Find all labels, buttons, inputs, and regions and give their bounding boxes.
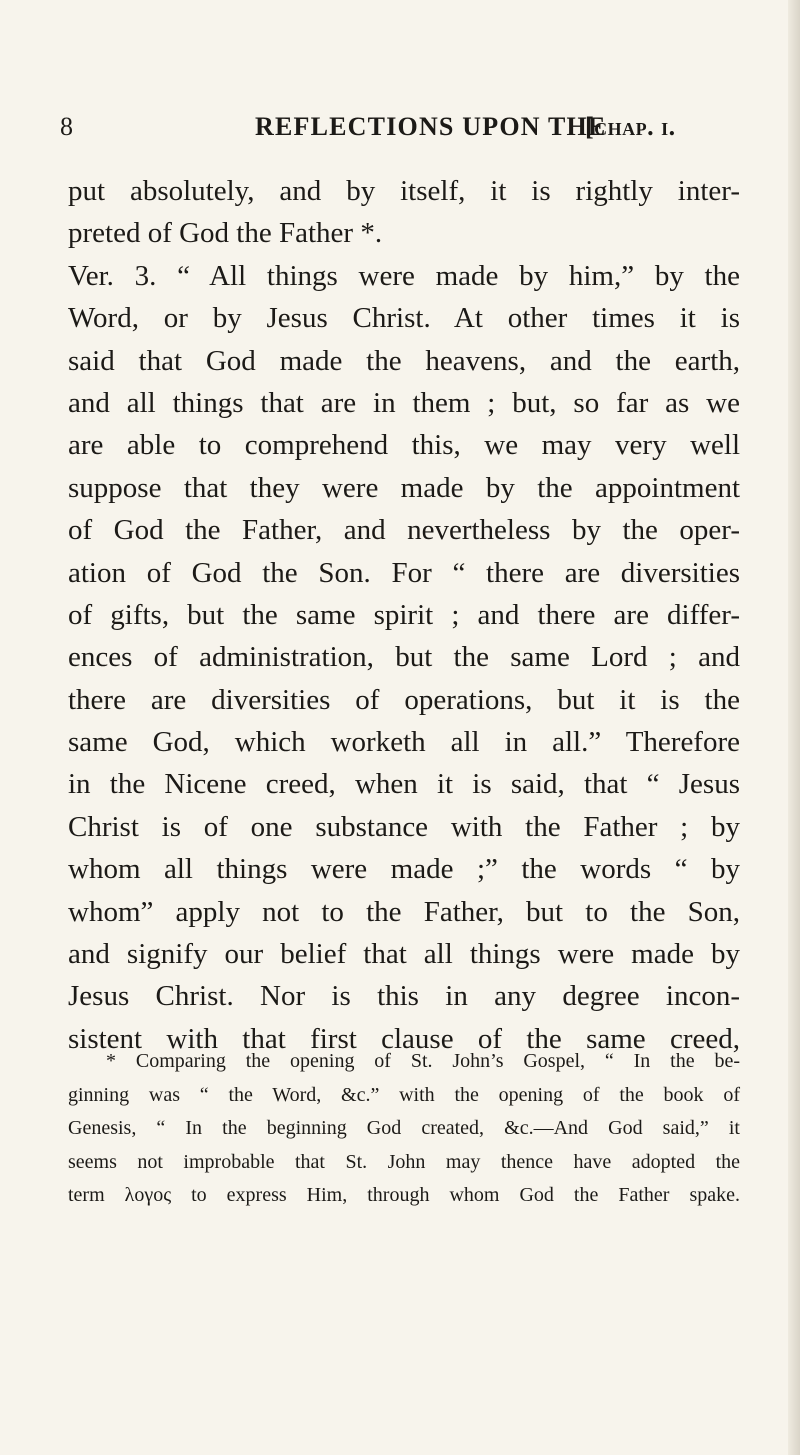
footnote — [68, 1045, 740, 1213]
text-line: are able to comprehend this, we may very well — [68, 429, 740, 462]
text-line: of gifts, but the same spirit ; and there are differ- — [68, 598, 740, 631]
text-line: suppose that they were made by the appointment — [68, 471, 740, 504]
text-line: in the Nicene creed, when it is said, that “ Jesus — [68, 768, 740, 801]
page-number: 8 — [60, 112, 74, 141]
text-line: Christ is of one substance with the Father ; by — [68, 810, 740, 843]
text-line: preted of God the Father *. — [68, 217, 383, 250]
text-line: Word, or by Jesus Christ. At other times it is — [68, 302, 740, 335]
text-line: put absolutely, and by itself, it is rightly inter- — [68, 175, 740, 207]
page-edge-shadow — [788, 0, 800, 1455]
text-line: of God the Father, and nevertheless by the oper- — [68, 514, 740, 547]
text-line: whom” apply not to the Father, but to the Son, — [68, 895, 740, 928]
text-line: same God, which worketh all in all.” Therefore — [68, 726, 740, 759]
text-line: Ver. 3. “ All things were made by him,” by the — [68, 259, 740, 292]
text-line: and all things that are in them ; but, so far as we — [68, 386, 740, 419]
text-line: ation of God the Son. For “ there are diversities — [68, 556, 740, 589]
chapter-label: [chap. i. — [585, 112, 676, 141]
text-line: ences of administration, but the same Lord ; and — [68, 641, 740, 674]
main-text — [68, 170, 740, 1060]
footnote-line: Genesis, “ In the beginning God created, &c.—And God said,” it — [68, 1117, 740, 1139]
text-line: and signify our belief that all things were made by — [68, 938, 740, 971]
text-line: whom all things were made ;” the words “ by — [68, 853, 740, 886]
page-header — [60, 112, 744, 152]
footnote-line: * Comparing the opening of St. John’s Gospel, “ In the be- — [106, 1050, 740, 1072]
footnote-line: term λογος to express Him, through whom God the Father spake. — [68, 1184, 740, 1206]
footnote-line: ginning was “ the Word, &c.” with the opening of the book of — [68, 1083, 740, 1106]
running-title: REFLECTIONS UPON THE — [255, 112, 607, 141]
text-line: there are diversities of operations, but it is the — [68, 683, 740, 716]
text-line: said that God made the heavens, and the earth, — [68, 344, 740, 377]
text-line: Jesus Christ. Nor is this in any degree incon- — [68, 980, 740, 1013]
footnote-line: seems not improbable that St. John may thence have adopted the — [68, 1150, 740, 1173]
text-line: sistent with that first clause of the same creed, — [68, 1022, 740, 1055]
